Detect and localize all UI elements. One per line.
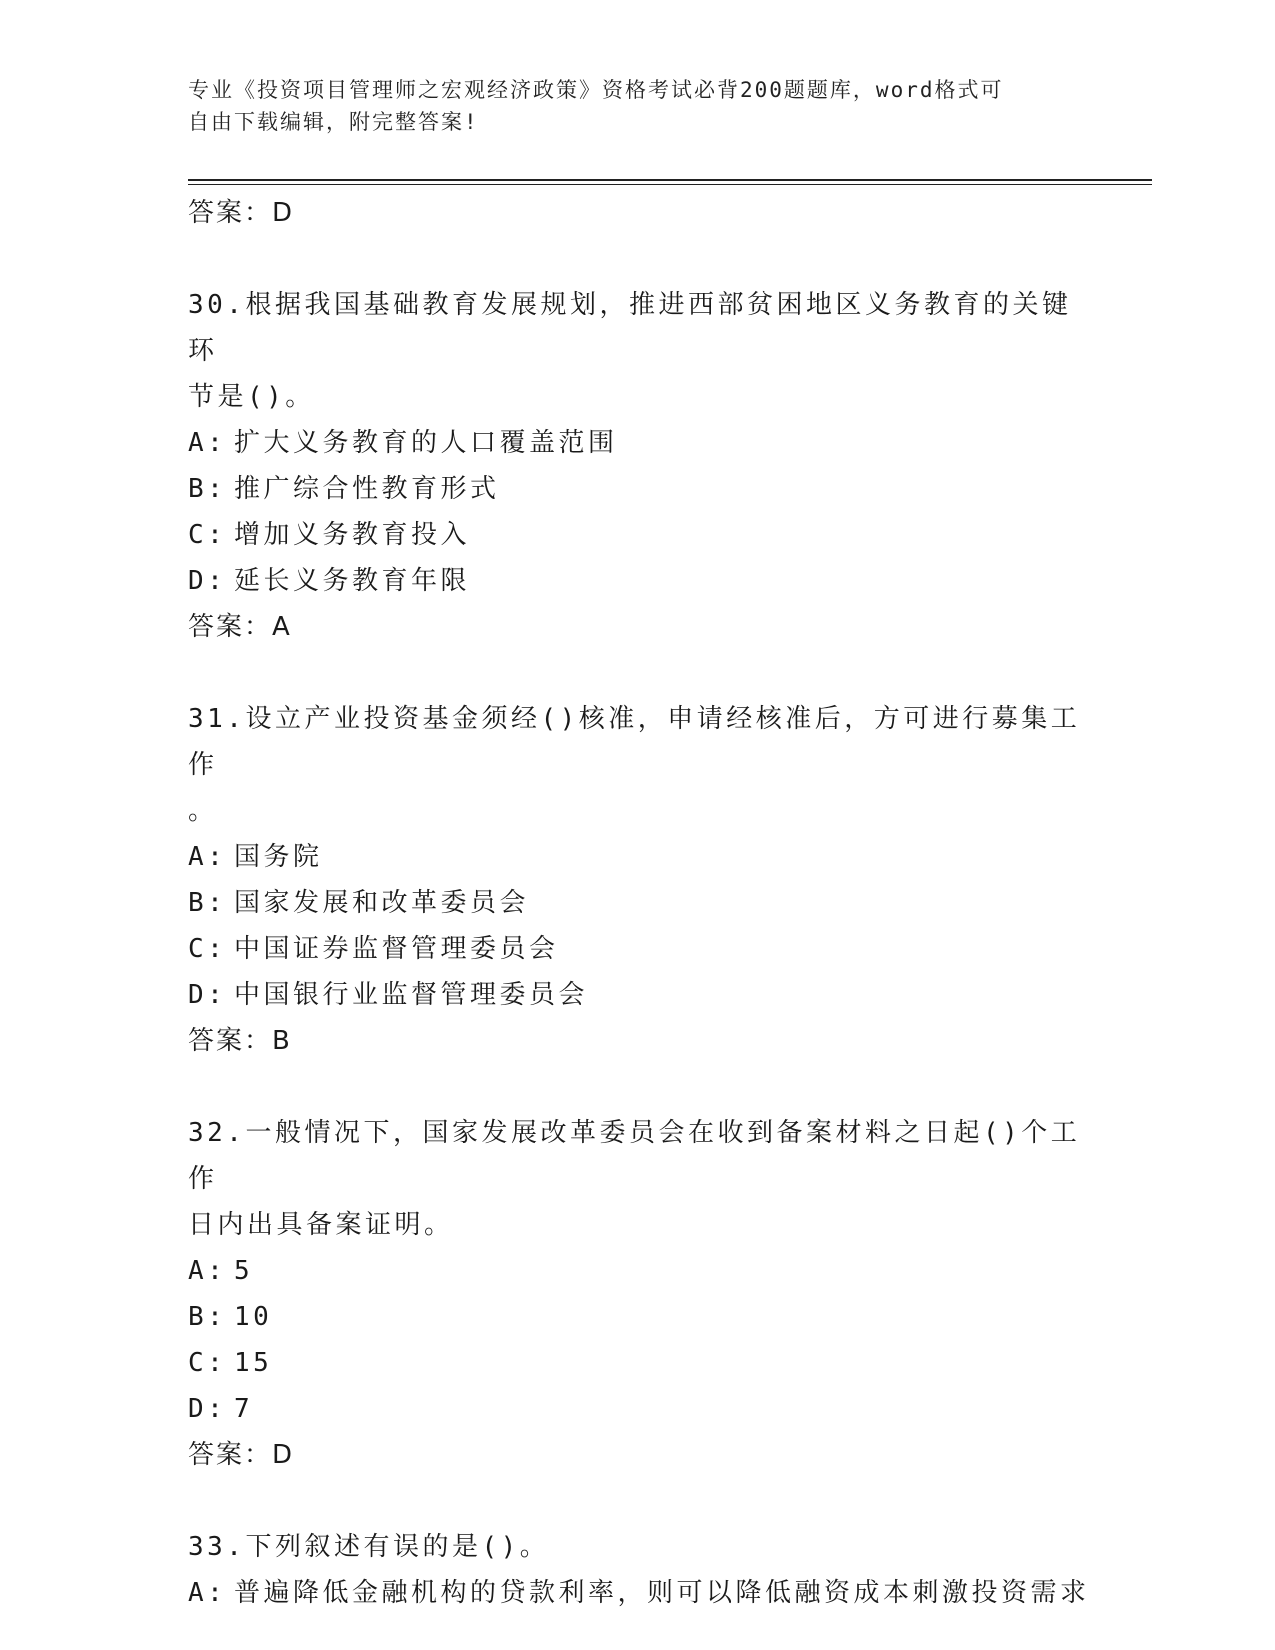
option-text: 延长义务教育年限 (234, 566, 471, 596)
option-c (188, 512, 1088, 558)
option-text: 增加义务教育投入 (234, 520, 471, 550)
option-text: 国家发展和改革委员会 (234, 888, 530, 918)
question-answer: 答案：D (188, 1440, 295, 1470)
question-stem (188, 1110, 1088, 1248)
question-answer: 答案：B (188, 1026, 292, 1056)
option-text: 10 (234, 1302, 273, 1332)
option-letter: D: (188, 980, 227, 1010)
option-letter: A: (188, 428, 227, 458)
header-line-2: 自由下载编辑，附完整答案! (188, 110, 479, 134)
option-d (188, 972, 1088, 1018)
option-a (188, 834, 1088, 880)
option-letter: B: (188, 474, 227, 504)
option-letter: B: (188, 888, 227, 918)
option-letter: C: (188, 520, 227, 550)
option-text: 中国证券监督管理委员会 (234, 934, 559, 964)
option-a (188, 1570, 1088, 1616)
option-letter: A: (188, 1256, 227, 1286)
option-a (188, 420, 1088, 466)
option-letter: B: (188, 1302, 227, 1332)
option-letter: C: (188, 1348, 227, 1378)
option-d (188, 558, 1088, 604)
stem-line-1: 32.一般情况下，国家发展改革委员会在收到备案材料之日起()个工作 (188, 1118, 1081, 1194)
option-text: 7 (234, 1394, 254, 1424)
document-header (188, 74, 1078, 138)
option-d (188, 1386, 1088, 1432)
option-text: 15 (234, 1348, 273, 1378)
option-text: 国务院 (234, 842, 323, 872)
option-c (188, 926, 1088, 972)
question-stem (188, 1524, 1088, 1570)
stem-line-1: 30.根据我国基础教育发展规划，推进西部贫困地区义务教育的关键环 (188, 290, 1072, 366)
option-letter: D: (188, 1394, 227, 1424)
header-line-1: 专业《投资项目管理师之宏观经济政策》资格考试必背200题题库，word格式可 (188, 78, 1004, 102)
option-text: 扩大义务教育的人口覆盖范围 (234, 428, 618, 458)
option-b (188, 1294, 1088, 1340)
previous-answer: 答案：D (188, 198, 295, 228)
option-a (188, 1248, 1088, 1294)
header-rule-thick (188, 179, 1152, 181)
question-stem (188, 282, 1088, 420)
option-letter: D: (188, 566, 227, 596)
stem-line-1: 33.下列叙述有误的是()。 (188, 1532, 550, 1562)
question-31 (188, 696, 1088, 1064)
stem-line-2: 节是()。 (188, 382, 315, 412)
question-list (188, 190, 1088, 1616)
question-32 (188, 1110, 1088, 1478)
option-b (188, 880, 1088, 926)
option-b (188, 466, 1088, 512)
option-letter: A: (188, 1578, 227, 1608)
question-answer: 答案：A (188, 612, 292, 642)
stem-line-2: 日内出具备案证明。 (188, 1210, 454, 1240)
option-text: 推广综合性教育形式 (234, 474, 500, 504)
option-text: 中国银行业监督管理委员会 (234, 980, 589, 1010)
option-letter: C: (188, 934, 227, 964)
option-letter: A: (188, 842, 227, 872)
option-c (188, 1340, 1088, 1386)
header-rule-thin (188, 184, 1152, 185)
option-text: 5 (234, 1256, 254, 1286)
stem-line-1: 31.设立产业投资基金须经()核准，申请经核准后，方可进行募集工作 (188, 704, 1081, 780)
option-text: 普遍降低金融机构的贷款利率，则可以降低融资成本刺激投资需求 (234, 1578, 1090, 1608)
question-30 (188, 282, 1088, 650)
question-stem (188, 696, 1088, 834)
question-33 (188, 1524, 1088, 1616)
stem-line-2: 。 (188, 796, 218, 826)
